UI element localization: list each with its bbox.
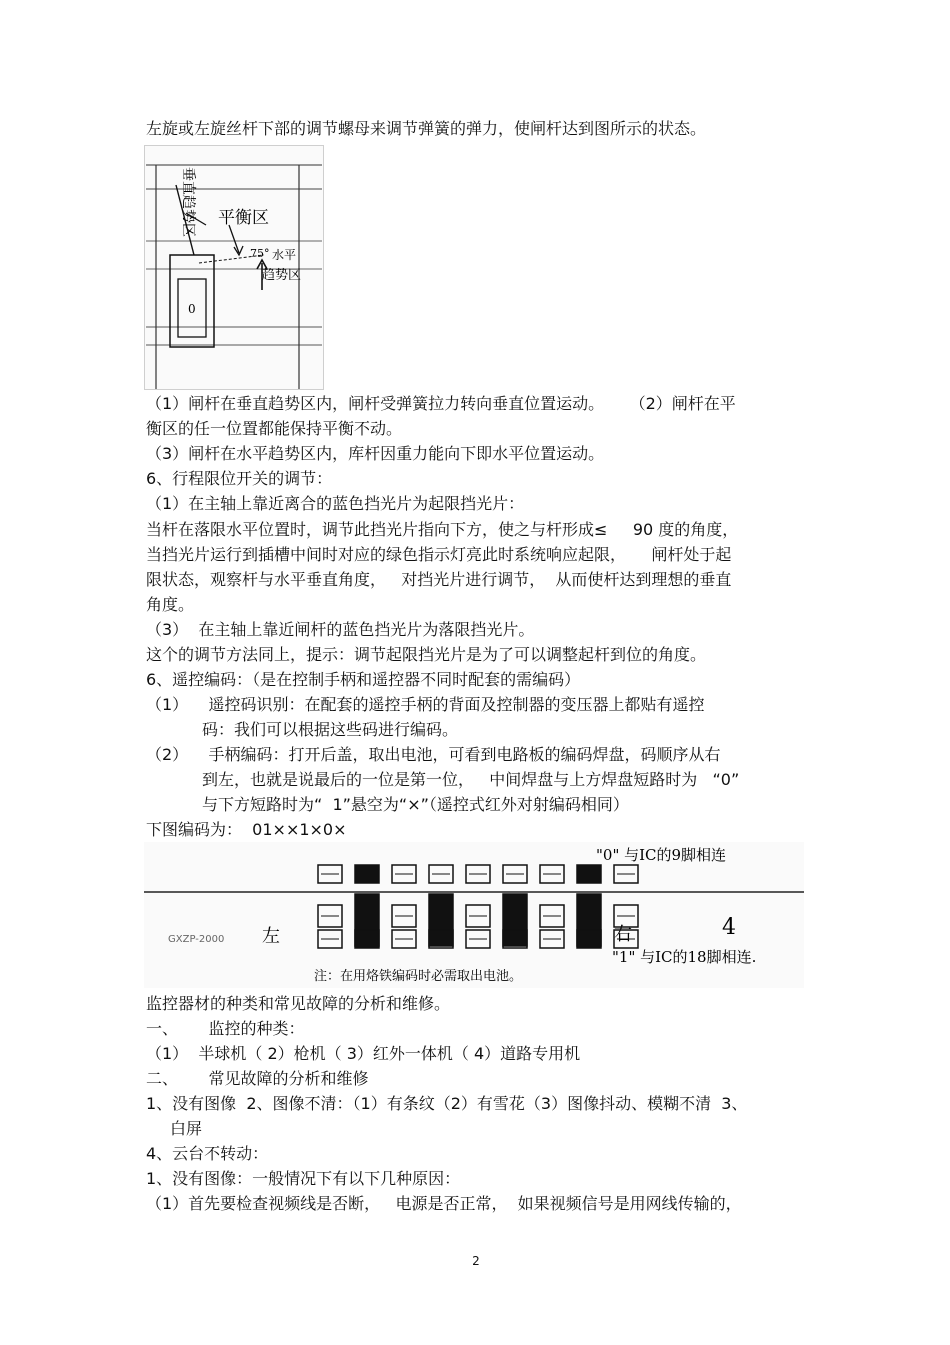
angle-label: 75° [250,247,270,260]
right-label: 右 [614,924,632,945]
section-heading: 6、行程限位开关的调节： [146,469,333,488]
horizontal-zone-label: 趋势区 [262,268,302,283]
solder-pad-shorted [577,930,601,948]
text-line: 下图编码为： 01××1×0× [146,820,347,839]
gate-arm-figure [144,145,324,390]
solder-pad-shorted [355,930,379,948]
text-line: （1） 半球机（ 2）枪机（ 3）红外一体机（ 4）道路专用机 [146,1044,581,1063]
text-line: （1）闸杆在垂直趋势区内，闸杆受弹簧拉力转向垂直位置运动。 （2）闸杆在平 [146,394,736,413]
zero-label: 0 [188,302,196,316]
text-line: 这个的调节方法同上，提示：调节起限挡光片是为了可以调整起杆到位的角度。 [146,645,707,664]
text-line: 左旋或左旋丝杆下部的调节螺母来调节弹簧的弹力，使闸杆达到图所示的状态。 [146,119,707,138]
section-heading: 二、 常见故障的分析和维修 [146,1069,369,1088]
solder-pad-shorted [503,894,527,946]
text-line: 衡区的任一位置都能保持平衡不动。 [146,419,403,438]
vertical-zone-label: 垂直趋势区 [180,167,196,237]
text-line: （1） 遥控码识别：在配套的遥控手柄的背面及控制器的变压器上都贴有遥控 [146,695,705,714]
text-line: （2） 手柄编码：打开后盖，取出电池，可看到电路板的编码焊盘，码顺序从右 [146,745,721,764]
text-line: （1）首先要检查视频线是否断， 电源是否正常， 如果视频信号是用网线传输的， [146,1194,742,1213]
text-line: 4、云台不转动： [146,1144,269,1163]
horizontal-label: 水平 [272,248,297,262]
section-heading: 6、遥控编码：（是在控制手柄和遥控器不同时配套的需编码） [146,670,581,689]
encoding-pads-diagram [144,842,804,988]
text-line: 1、没有图像 2、图像不清：（1）有条纹（2）有雪花（3）图像抖动、模糊不清 3、 [146,1094,748,1113]
solder-pad-shorted [429,894,453,946]
section-heading: 监控器材的种类和常见故障的分析和维修。 [146,994,451,1013]
left-label: 左 [262,926,280,947]
note-bottom-label: "1" 与IC的18脚相连. [612,948,757,966]
footnote-label: 注：在用烙铁编码时必需取出电池。 [314,969,523,984]
text-line: 到左，也就是说最后的一位是第一位， 中间焊盘与上方焊盘短路时为 “0” [202,770,740,789]
number-label: 4 [722,915,736,940]
balance-zone-label: 平衡区 [218,208,269,228]
solder-pad-shorted [577,865,601,883]
text-line: 1、没有图像：一般情况下有以下几种原因： [146,1169,461,1188]
encoding-pads-figure [144,842,804,988]
text-line: （3）闸杆在水平趋势区内，库杆因重力能向下即水平位置运动。 [146,444,605,463]
text-line: 当杆在落限水平位置时，调节此挡光片指向下方，使之与杆形成≤ 90 度的角度， [146,520,739,539]
text-line: 白屏 [170,1119,203,1138]
text-line: （1）在主轴上靠近离合的蓝色挡光片为起限挡光片： [146,494,525,513]
text-line: 角度。 [146,595,195,614]
note-top-label: "0" 与IC的9脚相连 [596,846,727,864]
text-line: 当挡光片运行到插槽中间时对应的绿色指示灯亮此时系统响应起限， 闸杆处于起 [146,545,732,564]
text-line: 限状态，观察杆与水平垂直角度， 对挡光片进行调节， 从而使杆达到理想的垂直 [146,570,732,589]
section-heading: 一、 监控的种类： [146,1019,305,1038]
page-number: 2 [472,1254,480,1268]
text-line: （3） 在主轴上靠近闸杆的蓝色挡光片为落限挡光片。 [146,620,535,639]
text-line: 码：我们可以根据这些码进行编码。 [202,720,459,739]
solder-pad-shorted [355,865,379,883]
gate-arm-diagram [144,145,324,390]
text-line: 与下方短路时为“ 1”悬空为“×”（遥控式红外对射编码相同） [202,795,629,814]
stamp-label: GXZP-2000 [168,934,225,945]
